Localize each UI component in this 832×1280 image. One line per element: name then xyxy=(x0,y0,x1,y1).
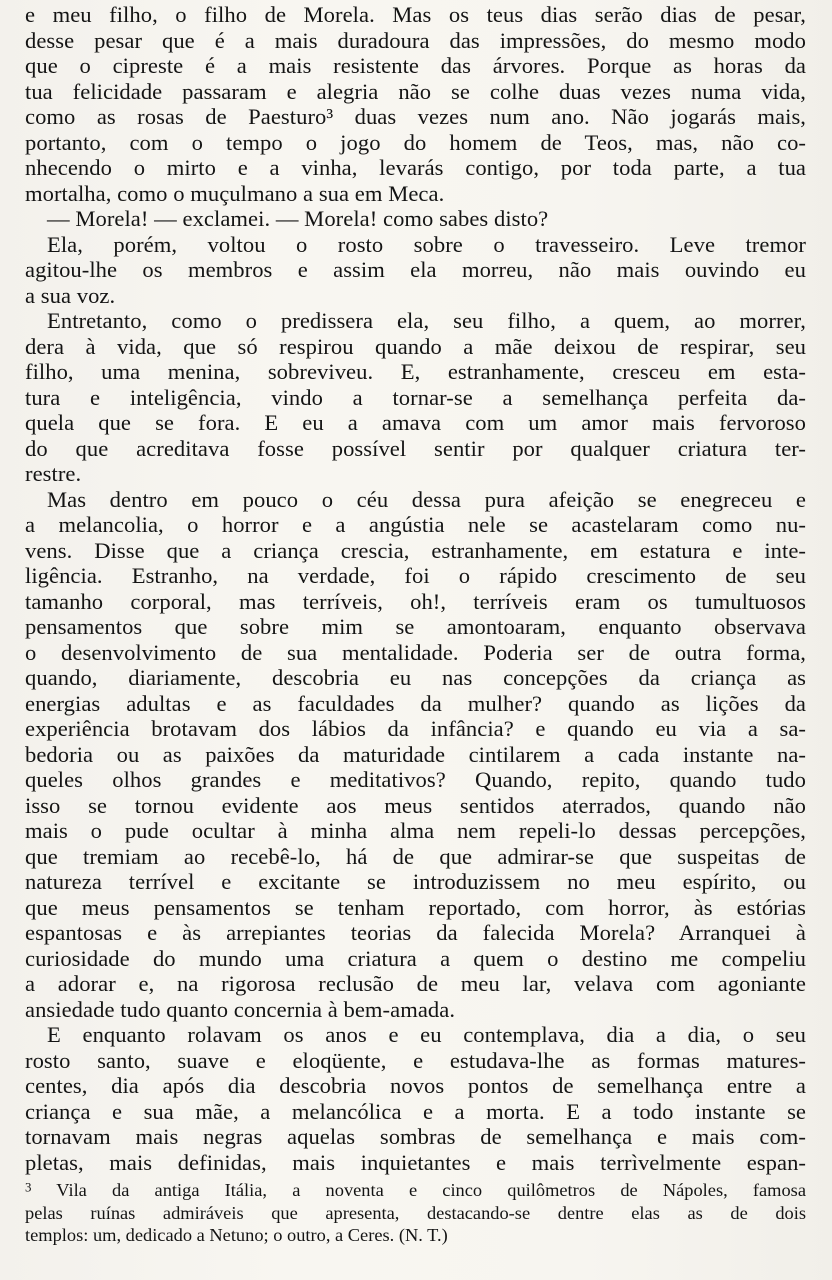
footnote-line: templos: um, dedicado a Netuno; o outro, a Ceres. (N. T.) xyxy=(25,1225,448,1245)
text-line: o desenvolvimento de sua mentalidade. Poderia ser de outra forma, xyxy=(25,639,806,665)
text-line: isso se tornou evidente aos meus sentidos aterrados, quando não xyxy=(25,792,806,818)
text-line: tua felicidade passaram e alegria não se colhe duas vezes numa vida, xyxy=(25,78,806,104)
text-line: portanto, com o tempo o jogo do homem de Teos, mas, não co- xyxy=(25,129,806,155)
text-line: experiência brotavam dos lábios da infância? e quando eu via a sa- xyxy=(25,716,806,741)
text-line: natureza terrível e excitante se introduzissem no meu espírito, ou xyxy=(25,869,806,894)
footnote-line: pelas ruínas admiráveis que apresenta, destacando-se dentre elas as de dois xyxy=(25,1202,806,1223)
text-line: tura e inteligência, vindo a tornar-se a semelhança perfeita da- xyxy=(25,384,806,410)
text-line: a sua voz. xyxy=(25,282,116,308)
text-line: energias adultas e as faculdades da mulher? quando as lições da xyxy=(25,690,806,716)
text-line: mortalha, como o muçulmano a sua em Meca. xyxy=(25,180,445,206)
text-line: nhecendo o mirto e a vinha, levarás contigo, por toda parte, a tua xyxy=(25,155,806,180)
text-line: curiosidade do mundo uma criatura a quem o destino me compeliu xyxy=(25,945,806,971)
text-line: mais o pude ocultar à minha alma nem repeli-lo dessas percepções, xyxy=(25,818,806,843)
text-line: que meus pensamentos se tenham reportado, com horror, às estórias xyxy=(25,894,806,920)
footnote-text: Vila da antiga Itália, a noventa e cinco quilômetros de Nápoles, famosa xyxy=(56,1180,806,1200)
text-line: a melancolia, o horror e a angústia nele se acastelaram como nu- xyxy=(25,512,806,537)
text-line: tamanho corporal, mas terríveis, oh!, terríveis eram os tumultuosos xyxy=(25,588,806,614)
text-line: agitou-lhe os membros e assim ela morreu, não mais ouvindo eu xyxy=(25,257,806,282)
text-line: quela que se fora. E eu a amava com um amor mais fervoroso xyxy=(25,410,806,435)
text-line: quando, diariamente, descobria eu nas concepções da criança as xyxy=(25,665,806,690)
text-line: criança e sua mãe, a melancólica e a morta. E a todo instante se xyxy=(25,1098,806,1124)
text-line: — Morela! — exclamei. — Morela! como sabes disto? xyxy=(47,206,549,231)
footnote xyxy=(25,1179,806,1247)
text-line: centes, dia após dia descobria novos pontos de semelhança entre a xyxy=(25,1073,806,1098)
text-line: que tremiam ao recebê-lo, há de que admirar-se que suspeitas de xyxy=(25,843,806,869)
text-line: desse pesar que é a mais duradoura das impressões, do mesmo modo xyxy=(25,27,806,53)
text-line: pletas, mais definidas, mais inquietantes e mais terrìvelmente espan- xyxy=(25,1149,806,1175)
text-line: espantosas e às arrepiantes teorias da falecida Morela? Arranquei à xyxy=(25,920,806,945)
text-line: Mas dentro em pouco o céu dessa pura afeição se enegreceu e xyxy=(47,486,806,512)
text-line: tornavam mais negras aquelas sombras de semelhança e mais com- xyxy=(25,1124,806,1149)
text-line: ansiedade tudo quanto concernia à bem-amada. xyxy=(25,996,456,1022)
text-line: do que acreditava fosse possível sentir por qualquer criatura ter- xyxy=(25,435,806,461)
text-line: e meu filho, o filho de Morela. Mas os teus dias serão dias de pesar, xyxy=(25,2,806,27)
text-line: rosto santo, suave e eloqüente, e estudava-lhe as formas matures- xyxy=(25,1047,806,1073)
text-line: vens. Disse que a criança crescia, estranhamente, em estatura e inte- xyxy=(25,537,806,563)
text-line: queles olhos grandes e meditativos? Quando, repito, quando tudo xyxy=(25,767,806,792)
text-line: Entretanto, como o predissera ela, seu filho, a quem, ao morrer, xyxy=(47,308,806,333)
text-line: ligência. Estranho, na verdade, foi o rápido crescimento de seu xyxy=(25,563,806,588)
footnote-line xyxy=(25,1179,806,1202)
text-line: restre. xyxy=(25,461,82,486)
text-line: bedoria ou as paixões da maturidade cintilarem a cada instante na- xyxy=(25,741,806,767)
text-line: dera à vida, que só respirou quando a mãe deixou de respirar, seu xyxy=(25,333,806,359)
text-line: E enquanto rolavam os anos e eu contemplava, dia a dia, o seu xyxy=(47,1022,806,1047)
text-line: Ela, porém, voltou o rosto sobre o travesseiro. Leve tremor xyxy=(47,231,806,257)
text-line: a adorar e, na rigorosa reclusão de meu lar, velava com agoniante xyxy=(25,971,806,996)
footnote-marker: 3 xyxy=(25,1180,32,1195)
body-text xyxy=(25,2,806,1175)
text-line: como as rosas de Paesturo³ duas vezes num ano. Não jogarás mais, xyxy=(25,104,806,129)
text-line: pensamentos que sobre mim se amontoaram, enquanto observava xyxy=(25,614,806,639)
text-line: que o cipreste é a mais resistente das árvores. Porque as horas da xyxy=(25,53,806,78)
text-line: filho, uma menina, sobreviveu. E, estranhamente, cresceu em esta- xyxy=(25,359,806,384)
